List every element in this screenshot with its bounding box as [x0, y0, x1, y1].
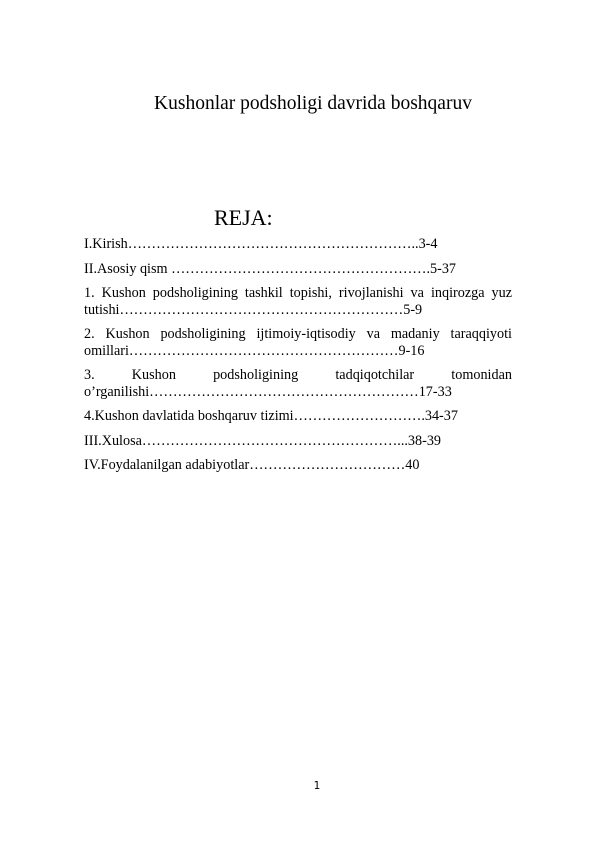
document-title: Kushonlar podsholigi davrida boshqaruv: [154, 93, 472, 114]
toc-entry-section-4: 4.Kushon davlatida boshqaruv tizimi……………………….34-37: [84, 408, 458, 424]
page-number: 1: [313, 780, 321, 792]
toc-entry-references: IV.Foydalanilgan adabiyotlar……………………………40: [84, 457, 420, 473]
toc-entry-introduction: I.Kirish……………………………………………………..3-4: [84, 236, 438, 252]
toc-entry-main-part: II.Asosiy qism ……………………………………………….5-37: [84, 260, 457, 277]
plan-heading: REJA:: [214, 205, 273, 230]
toc-entry-conclusion: III.Xulosa………………………………………………...38-39: [84, 432, 442, 449]
toc-entry-section-3: 3. Kushon podsholigining tadqiqotchilar tomonidan o’rganilishi…………………………………………………17-33: [84, 367, 512, 400]
toc-entry-section-2: 2. Kushon podsholigining ijtimoiy-iqtisodiy va madaniy taraqqiyoti omillari…………………………………………………9-16: [84, 326, 512, 359]
table-of-contents: [84, 236, 512, 482]
toc-entry-section-1: 1. Kushon podsholigining tashkil topishi, rivojlanishi va inqirozga yuz tutishi……………………………………………………5-9: [84, 285, 512, 318]
